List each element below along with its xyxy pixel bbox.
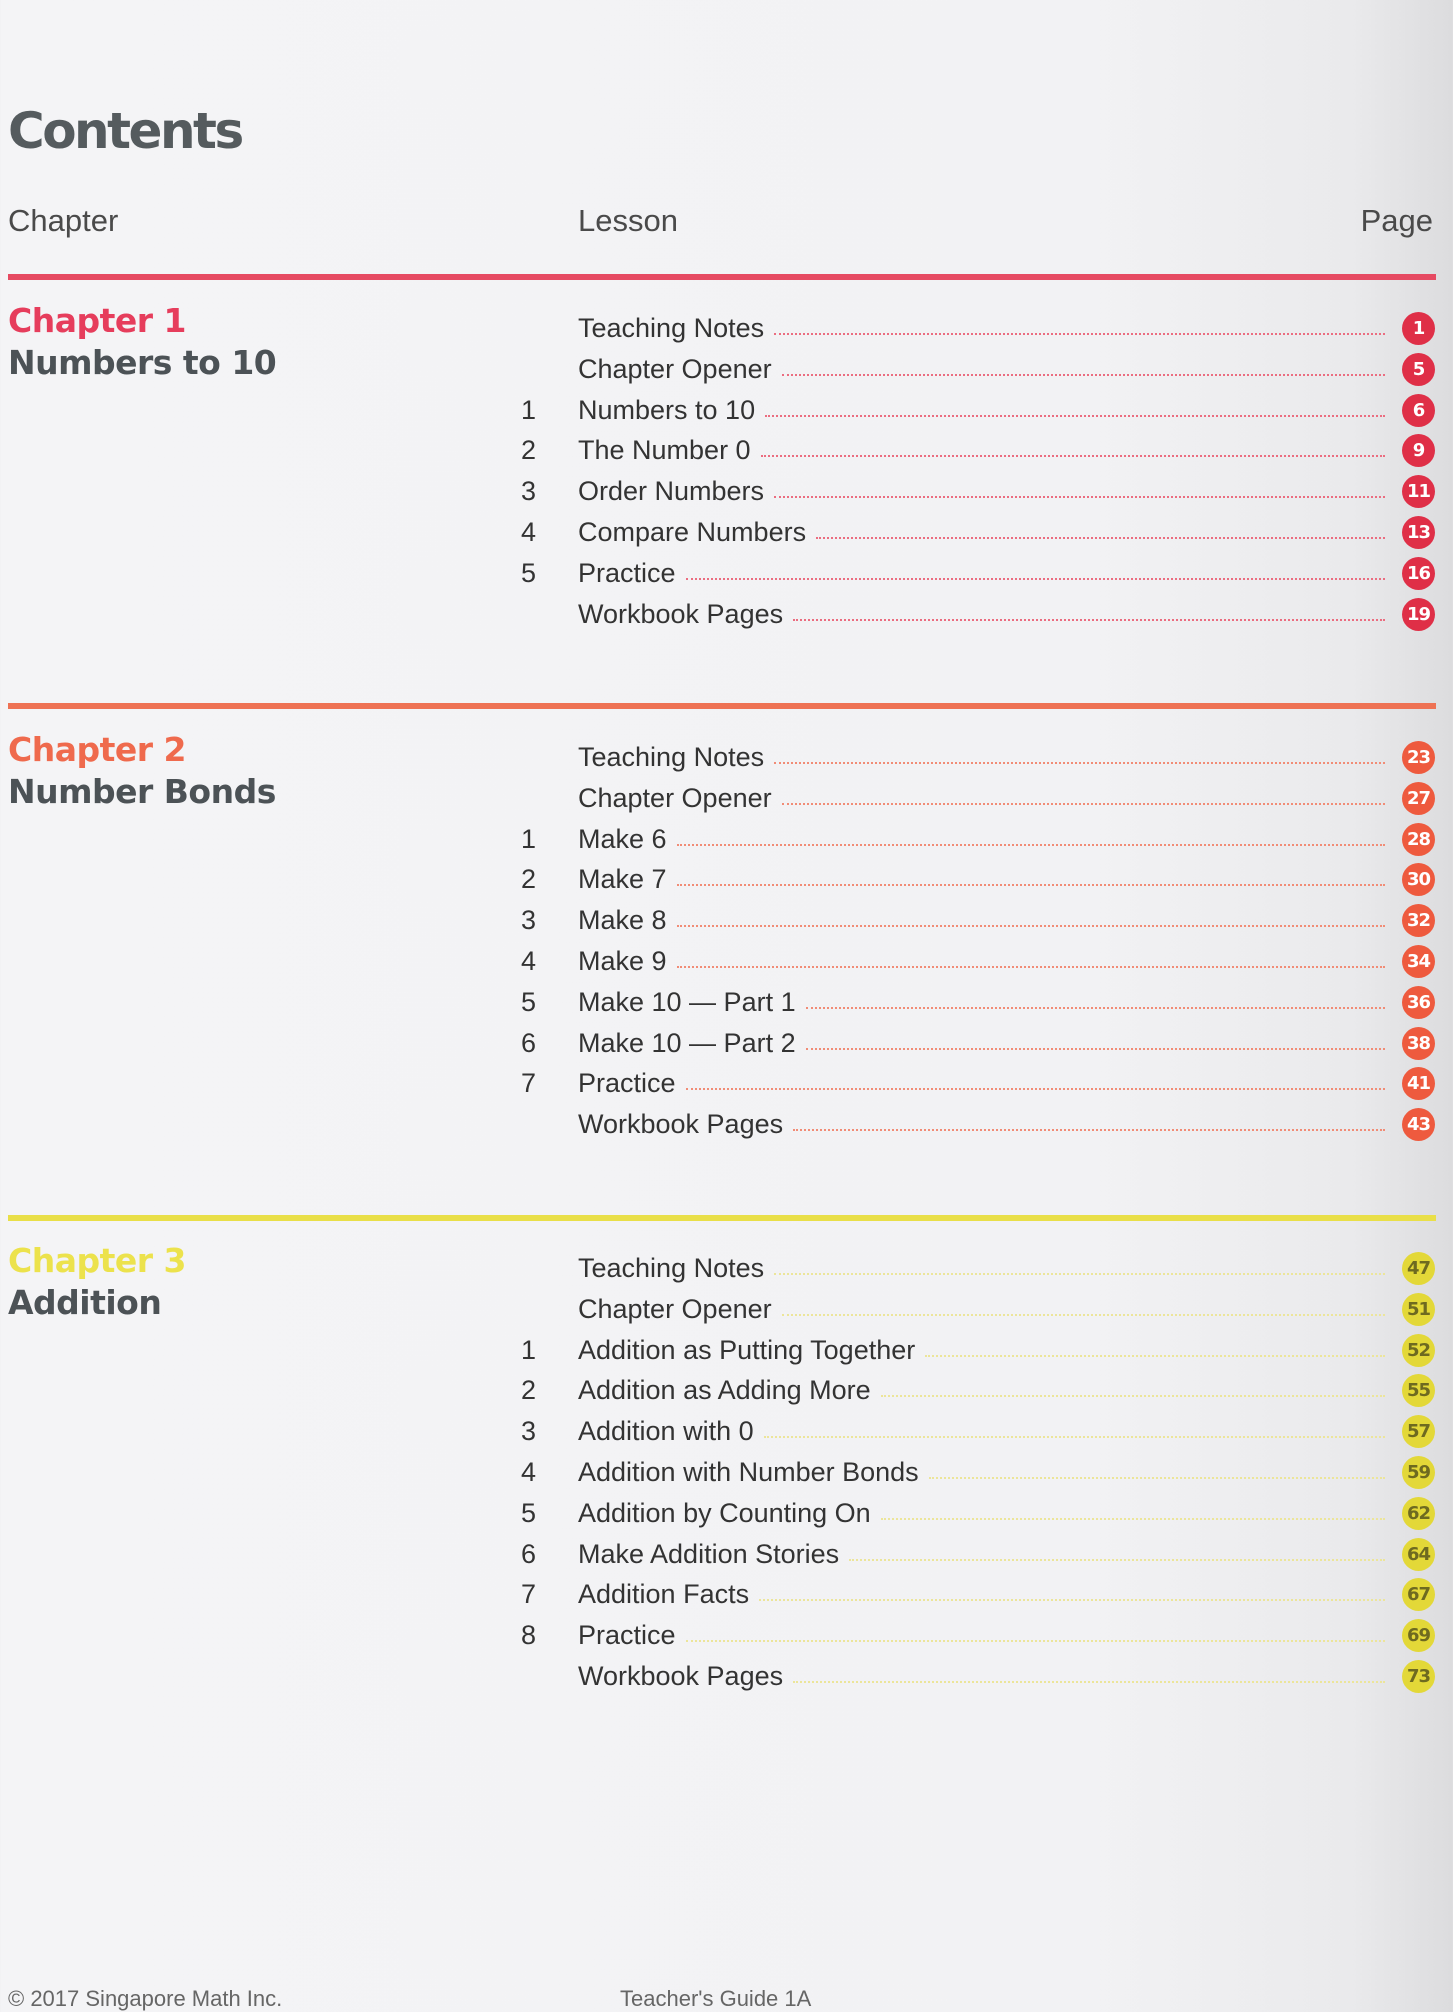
dotted-leader — [764, 1436, 1385, 1438]
dotted-leader — [759, 1599, 1385, 1601]
lesson-title: Addition as Putting Together — [578, 1334, 916, 1365]
dotted-leader — [793, 1681, 1385, 1683]
page-number-badge: 51 — [1402, 1293, 1435, 1326]
lesson-title: Addition as Adding More — [578, 1375, 871, 1406]
dotted-leader — [782, 803, 1385, 805]
lesson-title: Make 7 — [578, 864, 667, 895]
footer-copyright: © 2017 Singapore Math Inc. — [8, 1986, 283, 2011]
page-number-badge: 34 — [1402, 945, 1435, 978]
toc-entry[interactable] — [0, 778, 1453, 818]
dotted-leader — [806, 1007, 1385, 1009]
toc-entry[interactable] — [0, 512, 1453, 552]
dotted-leader — [929, 1477, 1385, 1479]
page-number-badge: 67 — [1402, 1578, 1435, 1611]
dotted-leader — [806, 1048, 1385, 1050]
toc-entry[interactable] — [0, 594, 1453, 634]
page-number-badge: 11 — [1402, 475, 1435, 508]
page-number-badge: 28 — [1402, 823, 1435, 856]
chapter-number: Chapter 2 — [8, 730, 186, 769]
toc-entry[interactable] — [0, 308, 1453, 348]
lesson-number: 2 — [520, 1375, 536, 1406]
dotted-leader — [774, 333, 1385, 335]
page-number-badge: 19 — [1402, 598, 1435, 631]
page-number-badge: 16 — [1402, 557, 1435, 590]
dotted-leader — [782, 374, 1385, 376]
dotted-leader — [849, 1559, 1385, 1561]
lesson-number: 1 — [520, 823, 536, 854]
page-number-badge: 41 — [1402, 1067, 1435, 1100]
page-number-badge: 59 — [1402, 1456, 1435, 1489]
lesson-number: 5 — [520, 1497, 536, 1528]
chapter-divider — [8, 1215, 1436, 1221]
toc-entry[interactable] — [0, 859, 1453, 899]
page-number-badge: 1 — [1402, 312, 1435, 345]
page-number-badge: 57 — [1402, 1415, 1435, 1448]
lesson-title: Make 10 — Part 2 — [578, 1027, 796, 1058]
toc-entry[interactable] — [0, 737, 1453, 777]
dotted-leader — [677, 925, 1385, 927]
lesson-title: Order Numbers — [578, 476, 765, 507]
chapter-number: Chapter 3 — [8, 1241, 186, 1280]
lesson-title: Chapter Opener — [578, 353, 772, 384]
toc-entry[interactable] — [0, 471, 1453, 511]
footer-book-title: Teacher's Guide 1A — [620, 1986, 812, 2011]
toc-entry[interactable] — [0, 1574, 1453, 1614]
lesson-title: Workbook Pages — [578, 598, 784, 629]
lesson-title: Workbook Pages — [578, 1109, 784, 1140]
lesson-title: Compare Numbers — [578, 517, 807, 547]
dotted-leader — [774, 1273, 1385, 1275]
lesson-number: 2 — [520, 864, 536, 895]
page-number-badge: 36 — [1402, 986, 1435, 1019]
page-number-badge: 64 — [1402, 1538, 1435, 1571]
lesson-title: Practice — [578, 1620, 676, 1651]
lesson-title: Workbook Pages — [578, 1661, 784, 1691]
lesson-title: Teaching Notes — [578, 313, 765, 343]
lesson-title: Teaching Notes — [578, 742, 765, 772]
chapter-name: Addition — [8, 1283, 162, 1322]
toc-entry[interactable] — [0, 1615, 1453, 1655]
lesson-number: 7 — [520, 1068, 536, 1099]
toc-entry[interactable] — [0, 1656, 1453, 1696]
page-number-badge: 62 — [1402, 1497, 1435, 1530]
toc-entry[interactable] — [0, 982, 1453, 1022]
chapter-number: Chapter 1 — [8, 301, 186, 340]
toc-entry[interactable] — [0, 349, 1453, 389]
page-number-badge: 32 — [1402, 904, 1435, 937]
page-number-badge: 52 — [1402, 1334, 1435, 1367]
page-number-badge: 69 — [1402, 1619, 1435, 1652]
page-number-badge: 30 — [1402, 863, 1435, 896]
toc-entry[interactable] — [0, 1289, 1453, 1329]
lesson-number: 5 — [520, 986, 536, 1017]
toc-entry[interactable] — [0, 819, 1453, 859]
page-number-badge: 23 — [1402, 741, 1435, 774]
dotted-leader — [925, 1355, 1385, 1357]
lesson-number: 8 — [520, 1620, 536, 1651]
lesson-number: 4 — [520, 1457, 536, 1487]
chapter-divider — [8, 703, 1436, 709]
lesson-title: The Number 0 — [578, 435, 751, 466]
page-number-badge: 6 — [1402, 394, 1435, 427]
toc-entry[interactable] — [0, 553, 1453, 593]
lesson-title: Chapter Opener — [578, 1293, 772, 1324]
dotted-leader — [774, 762, 1385, 764]
toc-entry[interactable] — [0, 941, 1453, 981]
lesson-title: Addition with Number Bonds — [578, 1457, 919, 1487]
dotted-leader — [816, 537, 1385, 539]
lesson-number: 6 — [520, 1538, 536, 1569]
page-number-badge: 73 — [1402, 1660, 1435, 1693]
lesson-title: Make 6 — [578, 823, 667, 854]
lesson-title: Practice — [578, 1068, 676, 1099]
toc-entry[interactable] — [0, 1023, 1453, 1063]
lesson-number: 3 — [520, 905, 536, 936]
dotted-leader — [686, 578, 1385, 580]
dotted-leader — [793, 619, 1385, 621]
toc-entry[interactable] — [0, 1330, 1453, 1370]
lesson-number: 5 — [520, 557, 536, 588]
page-number-badge: 5 — [1402, 353, 1435, 386]
lesson-title: Teaching Notes — [578, 1253, 765, 1283]
toc-entry[interactable] — [0, 430, 1453, 470]
toc-entry[interactable] — [0, 1370, 1453, 1410]
page-number-badge: 13 — [1402, 516, 1435, 549]
lesson-title: Practice — [578, 557, 676, 588]
dotted-leader — [677, 844, 1385, 846]
toc-entry[interactable] — [0, 1534, 1453, 1574]
dotted-leader — [677, 966, 1385, 968]
lesson-title: Make 10 — Part 1 — [578, 986, 796, 1017]
dotted-leader — [881, 1518, 1385, 1520]
page-number-badge: 47 — [1402, 1252, 1435, 1285]
lesson-number: 7 — [520, 1579, 536, 1610]
lesson-title: Numbers to 10 — [578, 394, 756, 425]
column-header-page: Page — [1360, 203, 1433, 238]
column-header-lesson: Lesson — [578, 203, 678, 238]
dotted-leader — [782, 1314, 1385, 1316]
lesson-title: Addition with 0 — [578, 1416, 754, 1447]
dotted-leader — [881, 1395, 1385, 1397]
toc-entry[interactable] — [0, 900, 1453, 940]
page-number-badge: 9 — [1402, 434, 1435, 467]
page-title: Contents — [8, 102, 242, 160]
toc-entry[interactable] — [0, 1248, 1453, 1288]
lesson-number: 4 — [520, 517, 536, 547]
lesson-title: Make Addition Stories — [578, 1538, 840, 1569]
toc-entry[interactable] — [0, 1104, 1453, 1144]
lesson-number: 3 — [520, 476, 536, 507]
toc-entry[interactable] — [0, 390, 1453, 430]
dotted-leader — [774, 496, 1385, 498]
dotted-leader — [761, 455, 1385, 457]
lesson-title: Addition by Counting On — [578, 1497, 871, 1528]
dotted-leader — [793, 1129, 1385, 1131]
toc-entry[interactable] — [0, 1493, 1453, 1533]
page-number-badge: 55 — [1402, 1374, 1435, 1407]
toc-entry[interactable] — [0, 1411, 1453, 1451]
page-number-badge: 43 — [1402, 1108, 1435, 1141]
lesson-number: 3 — [520, 1416, 536, 1447]
lesson-number: 6 — [520, 1027, 536, 1058]
toc-entry[interactable] — [0, 1452, 1453, 1492]
dotted-leader — [686, 1640, 1385, 1642]
lesson-title: Make 8 — [578, 905, 667, 936]
dotted-leader — [765, 415, 1385, 417]
lesson-number: 1 — [520, 394, 536, 425]
chapter-name: Numbers to 10 — [8, 343, 277, 382]
toc-entry[interactable] — [0, 1063, 1453, 1103]
page-number-badge: 27 — [1402, 782, 1435, 815]
lesson-number: 4 — [520, 946, 536, 976]
lesson-title: Make 9 — [578, 946, 667, 976]
dotted-leader — [677, 884, 1385, 886]
lesson-title: Addition Facts — [578, 1579, 750, 1610]
chapter-divider — [8, 274, 1436, 280]
lesson-number: 2 — [520, 435, 536, 466]
dotted-leader — [686, 1088, 1385, 1090]
page-number-badge: 38 — [1402, 1027, 1435, 1060]
column-header-chapter: Chapter — [8, 203, 119, 238]
chapter-name: Number Bonds — [8, 772, 276, 811]
lesson-title: Chapter Opener — [578, 782, 772, 813]
lesson-number: 1 — [520, 1334, 536, 1365]
